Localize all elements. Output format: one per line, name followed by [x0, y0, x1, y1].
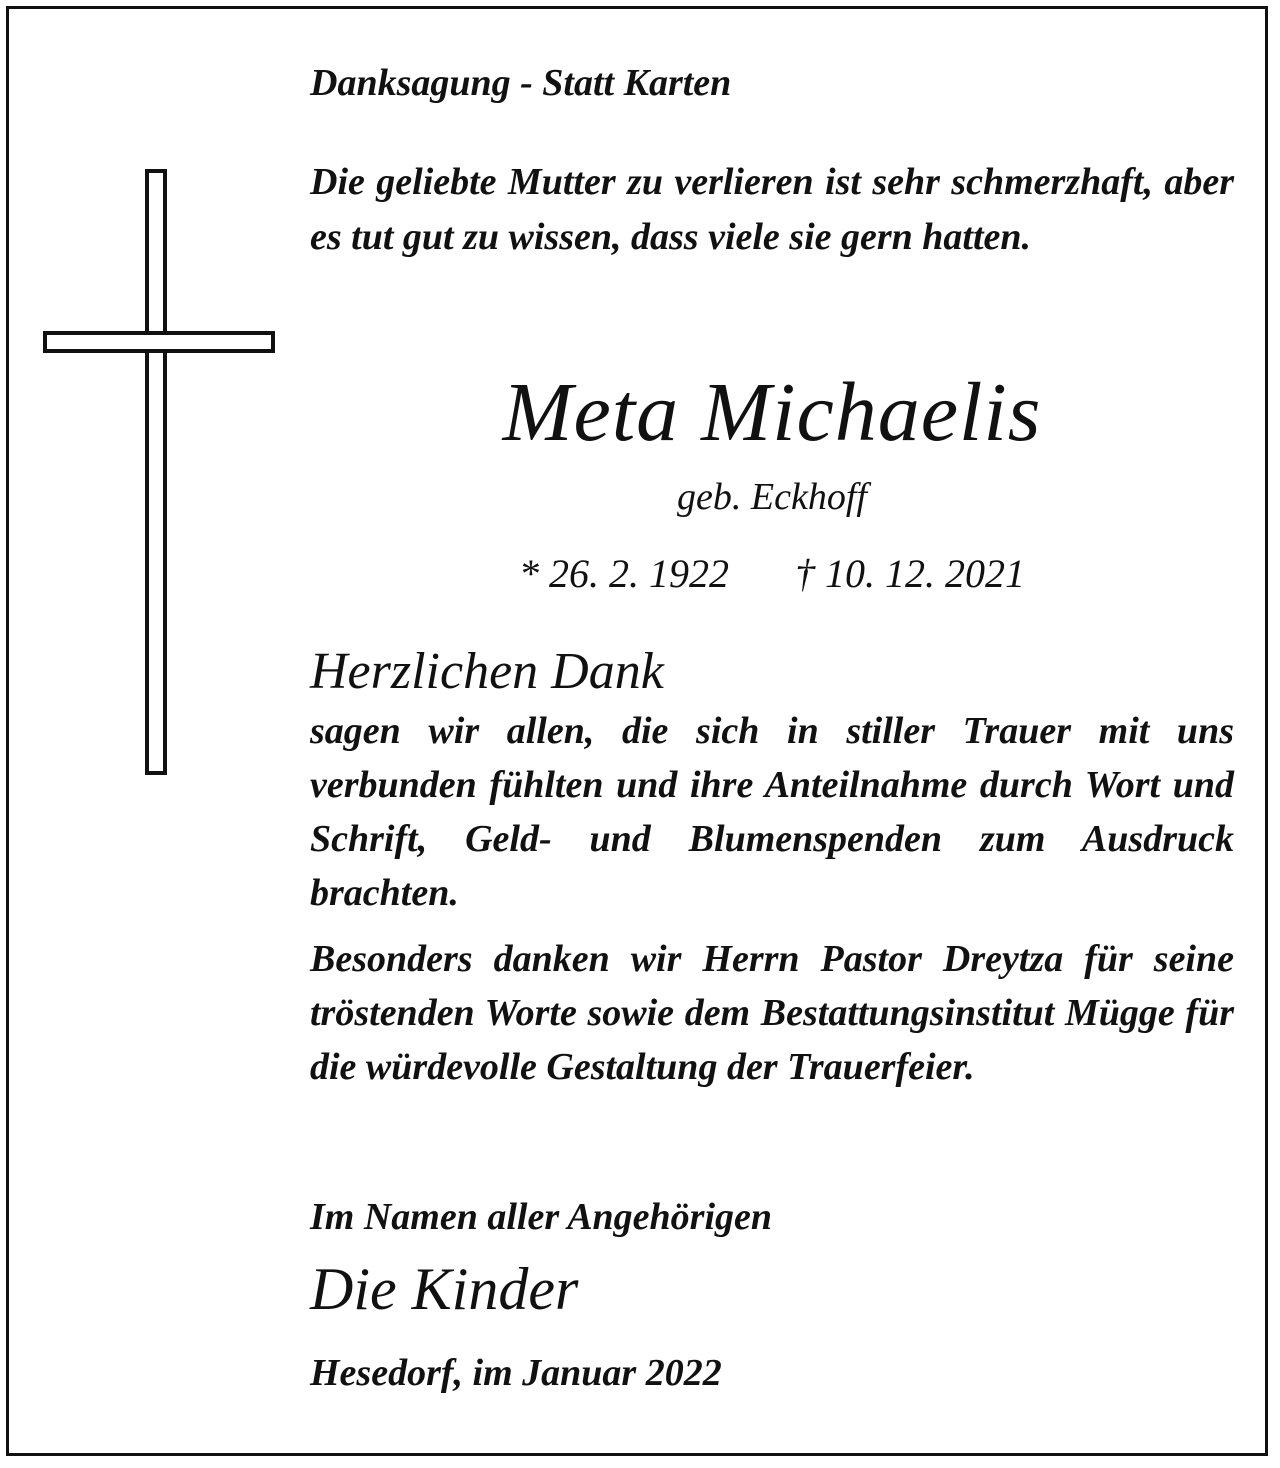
deceased-name: Meta Michaelis: [502, 366, 1042, 459]
on-behalf-line: Im Namen aller Angehörigen: [310, 1196, 773, 1238]
intro-text: Die geliebte Mutter zu verlieren ist sehr schmerzhaft, aber es tut gut zu wissen, dass viele sie gern hatten.: [310, 161, 1234, 258]
thanks-text: sagen wir allen, die sich in stiller Trauer mit uns verbunden fühlten und ihre Anteilnahme durch Wort und Schrift, Geld- und Blumenspenden zum Ausdruck brachten.: [310, 710, 1234, 914]
maiden-name: geb. Eckhoff: [677, 476, 867, 518]
life-dates: [310, 546, 1234, 602]
notice-header: Danksagung - Statt Karten: [310, 62, 732, 104]
signature: Die Kinder: [310, 1256, 579, 1322]
place-date: Hesedorf, im Januar 2022: [310, 1352, 722, 1394]
death-date: † 10. 12. 2021: [795, 551, 1025, 596]
birth-date: * 26. 2. 1922: [519, 551, 729, 596]
special-thanks-text: Besonders danken wir Herrn Pastor Dreytza für seine tröstenden Worte sowie dem Bestattungsinstitut Mügge für die würdevolle Gestaltung der Trauerfeier.: [310, 938, 1234, 1088]
thanks-heading: Herzlichen Dank: [310, 643, 664, 700]
